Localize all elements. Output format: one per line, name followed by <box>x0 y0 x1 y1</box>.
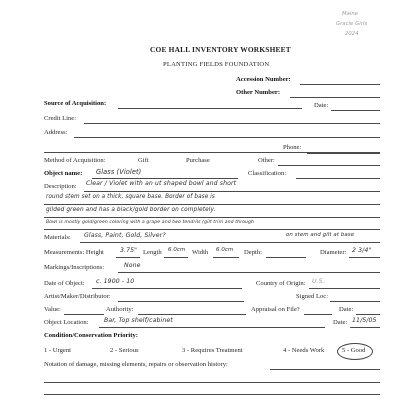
signed-label: Signed Loc: <box>296 293 329 300</box>
classification-label: Classification: <box>248 170 287 177</box>
description-rule-1 <box>84 191 380 192</box>
date3-label: Date: <box>333 319 348 326</box>
date-label: Date: <box>314 102 329 109</box>
accession-number-label: Accession Number: <box>236 76 291 83</box>
credit-line-label: Credit Line: <box>44 115 77 122</box>
artist-line <box>118 301 244 302</box>
country-label: Country of Origin: <box>256 280 306 287</box>
length-line <box>164 257 188 258</box>
authority-label: Authority: <box>106 306 134 313</box>
object-name-line <box>92 178 238 179</box>
object-location-line <box>99 327 325 328</box>
height-label: Measurements: Height <box>44 249 104 256</box>
value-label: Value: <box>44 306 61 313</box>
value-line <box>64 314 104 315</box>
date3-value: 11/5/05 <box>352 317 377 324</box>
condition-heading: Condition/Conservation Priority: <box>44 332 138 339</box>
materials-value: Glass, Paint, Gold, Silver? <box>84 232 166 239</box>
description-line-1: Clear / Violet with an ut shaped bowl and short <box>86 180 237 187</box>
description-line-4: Bowl is mostly gold/green coloring with a grape and two tendrils (gilt trim and through <box>46 220 255 225</box>
date2-label: Date: <box>339 306 354 313</box>
width-label: Width <box>192 249 209 256</box>
notation-line-3 <box>44 394 380 395</box>
date3-line <box>350 327 380 328</box>
markings-line <box>118 272 380 273</box>
signed-line <box>330 301 380 302</box>
purchase-option: Purchase <box>186 157 210 164</box>
depth-label: Depth: <box>244 249 262 256</box>
diameter-line <box>349 257 380 258</box>
date2-line <box>356 314 380 315</box>
object-name-label: Object name: <box>44 170 83 177</box>
other-number-line <box>290 97 380 98</box>
source-label: Source of Acquisition: <box>44 100 107 107</box>
phone-line <box>307 153 380 154</box>
authority-line <box>138 314 246 315</box>
description-line-2: round stem set on a thick, square base. Border of base is <box>46 194 215 200</box>
description-line-3: gilded green and has a black/gold border on completely. <box>46 207 216 213</box>
appraisal-line <box>304 314 332 315</box>
date-of-object-value: c. 1900 - 10 <box>96 278 135 285</box>
notation-line-2 <box>44 382 380 383</box>
object-location-value: Bar, Top shelf/cabinet <box>104 317 173 324</box>
width-line <box>213 257 239 258</box>
width-value: 6.0cm <box>216 247 234 253</box>
corner-note-line3: 2024 <box>345 31 359 37</box>
appraisal-label: Appraisal on File? <box>251 306 300 313</box>
other-label: Other: <box>258 157 275 164</box>
description-rule-3 <box>44 217 380 218</box>
materials-label: Materials: <box>44 234 71 241</box>
classification-line <box>296 178 380 179</box>
phone-label: Phone: <box>283 144 302 151</box>
country-value: U.S. <box>312 278 325 285</box>
source-line <box>118 108 302 109</box>
foundation-name: PLANTING FIELDS FOUNDATION <box>163 61 270 68</box>
corner-note-line2: Gracie Girls <box>336 21 368 27</box>
address-line <box>74 137 380 138</box>
condition-requires-treatment: 3 - Requires Treatment <box>182 347 243 354</box>
materials-line <box>80 242 380 243</box>
height-line <box>116 257 140 258</box>
markings-label: Markings/Inscriptions: <box>44 264 105 271</box>
other-number-label: Other Number: <box>236 89 281 96</box>
object-location-label: Object Location: <box>44 319 89 326</box>
markings-value: None <box>124 262 141 269</box>
condition-urgent: 1 - Urgent <box>44 347 71 354</box>
condition-good: 5 - Good <box>342 347 366 354</box>
other-line <box>278 165 380 166</box>
condition-needs-work: 4 - Needs Work <box>283 347 325 354</box>
date-of-object-line <box>92 288 242 289</box>
artist-label: Artist/Maker/Distributor: <box>44 293 111 300</box>
country-line <box>309 288 380 289</box>
description-rule-2 <box>44 204 380 205</box>
date-line <box>331 110 380 111</box>
length-label: Length <box>143 249 162 256</box>
materials-note: on stem and gilt at base <box>286 232 355 238</box>
worksheet-title: COE HALL INVENTORY WORKSHEET <box>150 45 291 54</box>
object-name-value: Glass (Violet) <box>96 168 142 176</box>
description-rule-4 <box>44 229 380 230</box>
accession-number-line <box>300 84 380 85</box>
notation-line-1 <box>270 369 380 370</box>
notation-label: Notation of damage, missing elements, repairs or observation history: <box>44 361 228 368</box>
diameter-value: 2 3/4" <box>352 247 372 254</box>
height-value: 3.75" <box>120 247 138 254</box>
description-label: Description: <box>44 183 77 190</box>
depth-line <box>266 257 306 258</box>
credit-line-line <box>84 123 380 124</box>
condition-serious: 2 - Serious <box>110 347 139 354</box>
date-of-object-label: Date of Object: <box>44 280 85 287</box>
address-label: Address: <box>44 129 68 136</box>
corner-note-line1: Maine <box>342 11 359 17</box>
diameter-label: Diameter: <box>320 249 347 256</box>
gift-option: Gift <box>138 157 149 164</box>
method-label: Method of Acquisition: <box>44 157 106 164</box>
length-value: 6.0cm <box>168 247 186 253</box>
